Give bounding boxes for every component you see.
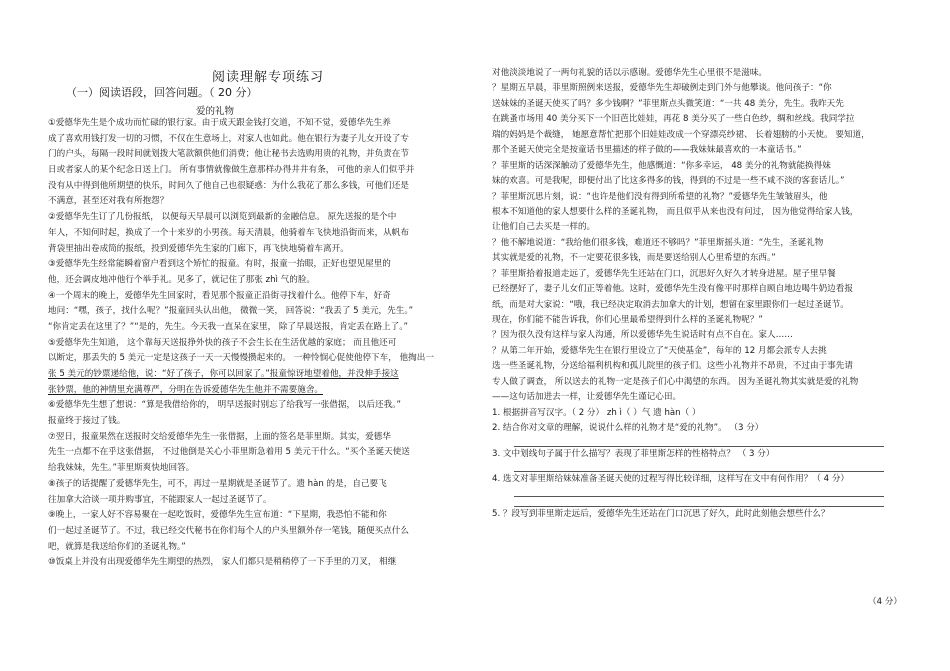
text-line: ⑩饭桌上并没有出现爱德华先生期望的热烈， 家人们都只是稍稍停了一下手里的刀叉， 相继	[48, 557, 397, 568]
left-passage	[48, 116, 448, 571]
text-line: ⑧孩子的话提醒了爱德华先生，可不，再过一星期就是圣诞节了。遗 hàn 的是，自己要飞	[48, 478, 387, 489]
text-line: 送妹妹的圣诞天使买了吗？多少钱啊？”菲里斯点头微笑道：“一共 48 美分，先生。我昨天先	[492, 98, 844, 109]
text-line: 已经摆好了，妻子儿女们正等着他。这时，爱德华先生没有像平时那样自顾自地边喝牛奶边看报	[492, 284, 853, 295]
text-line: 纸，而是对大家说：“哦，我已经决定取消去加拿大的计划，想留在家里跟你们一起过圣诞节。	[492, 299, 849, 310]
text-line: 1. 根据拼音写汉字。（ 2 分） zh ì（ ）气 遗 hàn（ ）	[492, 407, 701, 418]
text-line: 瑞的妈妈是个裁缝， 她愿意帮忙把那个旧娃娃改成一个穿漂亮纱裙、 长着翅膀的小天使。 要知道，	[492, 129, 870, 140]
text-line: 不满意，甚至还对我有所抱怨？	[48, 196, 169, 207]
text-line: 其实就是爱的礼物，不一定要花很多钱，而是要送给别人心里希望的东西。”	[492, 253, 776, 264]
text-line: ⑦翌日，报童果然在送报时交给爱德华先生一张借据，上面的签名是菲里斯。其实，爱德华	[48, 431, 391, 442]
text-line: 门的户头，每隔一段时间就划拨大笔款额供他们消费；他让秘书去选购用贵的礼物，并负责在节	[48, 149, 409, 160]
text-line: ？因为很久没有这样与家人沟通，所以爱德华先生说话时有点不自在。家人……	[492, 330, 793, 341]
text-line: ？星期五早晨，菲里斯照例来送报，爱德华先生却破例走到门外与他攀谈。他问孩子：“你	[492, 83, 832, 94]
text-line: ④一个周末的晚上，爱德华先生回家时，看见那个报童正沿街寻找着什么。他停下车，好奇	[48, 290, 391, 301]
text-line: 张钞票，他的神情里充满尊严，分明在告诉爱德华先生他并不需要施舍。	[48, 384, 324, 395]
text-line: 4. 选文对菲里斯给妹妹准备圣诞天使的过程写得比较详细，这样写在文中有何作用？（ 4 分）	[492, 473, 850, 484]
text-line: 日或者家人的某个纪念日送上门。 所有事情就像做生意那样办得井井有条， 可他的亲人们似乎并	[48, 165, 415, 176]
text-line: 们一起过圣诞节了。不过，我已经交代秘书在你们每个人的户头里额外存一笔钱，随便买点什么	[48, 525, 409, 536]
text-line: 现在，你们能不能告诉我，你们心里最希望得到什么样的圣诞礼物呢？”	[492, 315, 763, 325]
text-line: 给我妹妹，先生。”菲里斯爽快地回答。	[48, 463, 195, 474]
text-line: 报童终于接过了钱。	[48, 416, 126, 427]
text-line: ？菲里斯沉思片刻，说：“也许是他们没有得到所希望的礼物？”爱德华先生皱皱眉头，他	[492, 191, 828, 202]
text-line: 年人，不知何时起，换成了一个十来岁的小男孩。每天清晨，他骑着车飞快地沿街而来，从帆布	[48, 227, 409, 238]
text-line: 背袋里抽出卷成筒的报纸，投到爱德华先生家的门廊下，再飞快地骑着车离开。	[48, 243, 349, 254]
text-line: ？从第二年开始，爱德华先生在银行里设立了“天使基金”，每年的 12 月都会派专人去挑	[492, 345, 827, 356]
answer-blank-line[interactable]	[514, 462, 884, 472]
text-line: 往加拿大洽谈一项并购事宜，不能跟家人一起过圣诞节了。	[48, 494, 272, 505]
section-heading: （一）阅读语段，回答问题。（ 20 分）	[66, 86, 258, 99]
answer-blank-line[interactable]	[514, 497, 884, 507]
right-passage-and-questions	[492, 66, 902, 523]
text-line: 张 5 美元的钞票递给他，说：“好了孩子，你可以回家了。”报童惊讶地望着他，并没伸手接这	[48, 369, 399, 379]
last-question-score: （4 分）	[868, 597, 902, 607]
answer-blank-line[interactable]	[514, 437, 884, 447]
text-line: ②爱德华先生订了几份报纸， 以便每天早晨可以浏览到最新的金融信息。 原先送报的是个中	[48, 212, 397, 223]
text-line: 根本不知道他的家人想要什么样的圣诞礼物， 而且似乎从来也没有问过， 因为他觉得给家人钱，	[492, 206, 859, 217]
text-line: ？菲里斯的话深深触动了爱德华先生，他感慨道：“你多幸运， 48 美分的礼物就能换得妹	[492, 160, 831, 171]
text-line: 先生一点都不在乎这张借据， 不过他倒是关心小菲里斯急着用 5 美元干什么。“买个圣诞天使送	[48, 447, 410, 458]
text-line: ⑤爱德华先生知道， 这个靠每天送报挣外快的孩子不会生长在生活优越的家庭； 而且他还可	[48, 337, 397, 348]
text-line: ——这句话加进去一样，让爱德华先生谨记心田。	[492, 392, 682, 403]
text-line: “你肯定丢在这里了？”“是的，先生。今天我一直呆在家里， 除了早晨送报，肯定丢在路上了。”	[48, 321, 408, 332]
text-line: ①爱德华先生是个成功而忙碌的银行家。由于成天跟金钱打交道，不知不觉，爱德华先生养	[48, 118, 391, 128]
text-line: 成了喜欢用钱打发一切的习惯，不仅在生意场上，对家人也如此。他在银行为妻子儿女开设了专	[48, 133, 409, 144]
text-line: 以断定，那丢失的 5 美元一定是这孩子一天一天慢慢攒起来的。 一种怜悯心促使他停下车， 他掏出一	[48, 353, 434, 364]
text-line: 那个圣诞天使完全是按童话书里描述的样子做的——我妹妹最喜欢的一本童话书。”	[492, 145, 802, 156]
text-line: ⑥爱德华先生想了想说：“算是我借给你的， 明早送报时别忘了给我写一张借据， 以后还我。”	[48, 400, 401, 411]
text-line: 吧，就算是我送给你们的圣诞礼物。”	[48, 541, 186, 552]
text-line: 3. 文中划线句子属于什么描写？表现了菲里斯怎样的性格特点？ （ 3 分）	[492, 448, 775, 459]
text-line: 地问：“嘿，孩子，找什么呢？”报童回头认出他， 微微一笑， 回答说：“我丢了 5 美元，先生。”	[48, 306, 414, 317]
text-line: 在跳蚤市场用 40 美分买下一个旧芭比娃娃，再花 8 美分买了一些白色纱，绸和丝线。我同学拉	[492, 114, 855, 125]
text-line: 妹的欢喜。可是我呢，即便付出了比这多得多的钱，得到的不过是一些不咸不淡的客套话儿。”	[492, 176, 845, 187]
text-line: 选一些圣诞礼物，分送给福利机构和孤儿院里的孩子们。这些小礼物并不昂贵，不过由于事先请	[492, 361, 853, 372]
text-line: 他，还会调皮地冲他行个举手礼。见多了，就记住了那张 zhì 气的脸。	[48, 274, 316, 285]
text-line: 5. ？段写到菲里斯走远后，爱德华先生还站在门口沉思了好久，此时此刻他会想些什么？	[492, 509, 830, 520]
text-line: ⑨晚上，一家人好不容易聚在一起吃饭时，爱德华先生宣布道：“下星期，我恐怕不能和你	[48, 510, 387, 521]
answer-blank-line[interactable]	[514, 487, 884, 497]
text-line: ③爱德华先生经常能瞬着窗户看到这个矫忙的报童。有时，报童一抬眼，正好也望见屋里的	[48, 259, 391, 270]
story-title: 爱的礼物	[196, 106, 235, 117]
text-line: ？他不解地说道：“我给他们很多钱，难道还不够吗？”菲里斯摇头道：“先生，圣诞礼物	[492, 237, 824, 248]
text-line: 没有从中得到他所期望的快乐，时间久了他自己也很疑惑：为什么我花了那么多钱，可他们还是	[48, 180, 409, 191]
text-line: 对他淡淡地说了一两句礼貌的话以示感谢。爱德华先生心里很不是滋味。	[492, 68, 768, 78]
page-title: 阅读理解专项练习	[211, 70, 324, 85]
text-line: ？菲里斯拾着报道走远了，爱德华先生还站在门口，沉思好久好久才转身进屋。屋子里早餐	[492, 268, 836, 279]
text-line: 2. 结合你对文章的理解，说说什么样的礼物才是“爱的礼物”。 （3 分）	[492, 423, 764, 434]
text-line: 让他们自己去买是一样的。	[492, 222, 596, 233]
text-line: 专人做了调查， 所以送去的礼物一定是孩子们心中渴望的东西。 因为圣诞礼物其实就是爱的礼物	[492, 376, 859, 387]
